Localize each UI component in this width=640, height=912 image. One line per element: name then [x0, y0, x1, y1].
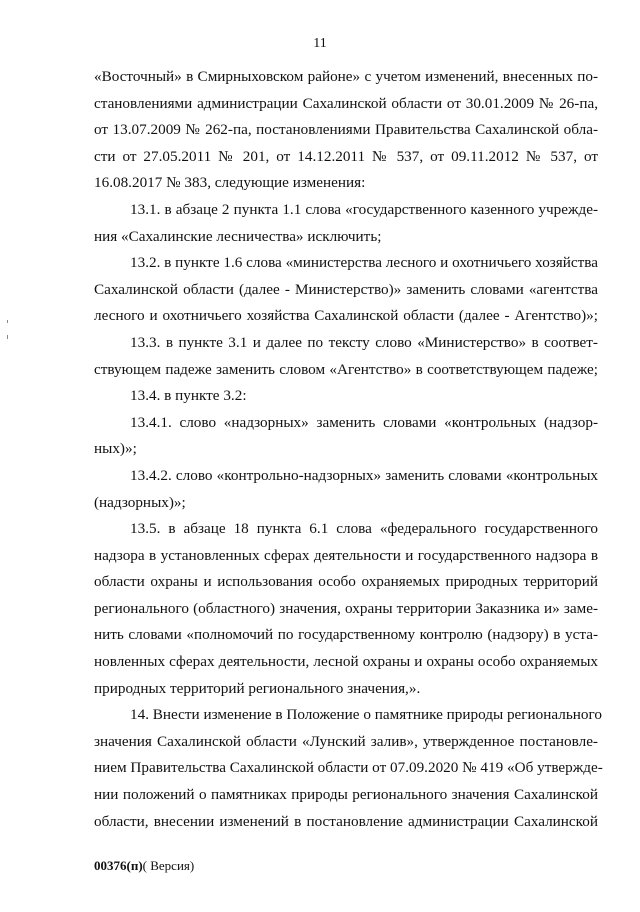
text-line: 13.3. в пункте 3.1 и далее по тексту слово «Министерство» в соответ-: [130, 333, 598, 351]
text-line: становлениями администрации Сахалинской области от 30.01.2009 № 26-па,: [94, 94, 598, 112]
text-line: 13.2. в пункте 1.6 слова «министерства лесного и охотничьего хозяйства: [130, 254, 598, 272]
footer-version-label: ( Версия): [142, 858, 195, 873]
text-line: «Восточный» в Смирныховском районе» с учетом изменений, внесенных по-: [94, 68, 598, 85]
text-line: регионального (областного) значения, охраны территории Заказника и» заме-: [94, 599, 598, 617]
scan-artifact: [7, 335, 8, 339]
text-line: от 13.07.2009 № 262-па, постановлениями Правительства Сахалинской обла-: [94, 121, 598, 139]
text-line: 13.5. в абзаце 18 пункта 6.1 слова «федерального государственного: [130, 520, 598, 538]
text-line: 13.4.1. слово «надзорных» заменить словами «контрольных (надзор-: [130, 413, 598, 431]
text-line: области охраны и использования особо охраняемых природных территорий: [94, 573, 598, 591]
text-line: 13.1. в абзаце 2 пункта 1.1 слова «государственного казенного учрежде-: [130, 200, 598, 218]
text-line: нить словами «полномочий по государственному контролю (надзору) в уста-: [94, 626, 598, 644]
text-line: новленных сферах деятельности, лесной охраны и охраны особо охраняемых: [94, 653, 598, 671]
text-line: (надзорных)»;: [94, 493, 186, 511]
text-line: лесного и охотничьего хозяйства Сахалинской области (далее - Агентство)»;: [94, 307, 598, 325]
text-line: надзора в установленных сферах деятельности и государственного надзора в: [94, 546, 598, 564]
text-line: ния «Сахалинские лесничества» исключить;: [94, 227, 382, 245]
document-footer-code: [94, 858, 194, 874]
document-body: [94, 64, 603, 835]
text-line: 14. Внести изменение в Положение о памятнике природы регионального: [130, 706, 602, 724]
text-line: 16.08.2017 № 383, следующие изменения:: [94, 174, 366, 192]
text-line: значения Сахалинской области «Лунский залив», утвержденное постановле-: [94, 732, 598, 750]
text-line: ных)»;: [94, 440, 137, 458]
text-line: сти от 27.05.2011 № 201, от 14.12.2011 № 537, от 09.11.2012 № 537, от: [94, 147, 598, 165]
text-line: Сахалинской области (далее - Министерство)» заменить словами «агентства: [94, 280, 598, 298]
text-line: 13.4. в пункте 3.2:: [130, 387, 247, 405]
scan-artifact: [7, 320, 8, 323]
footer-code-number: 00376(п): [94, 858, 143, 873]
page-number: 11: [313, 36, 327, 51]
text-line: нием Правительства Сахалинской области от 07.09.2020 № 419 «Об утвержде-: [94, 759, 603, 777]
text-line: природных территорий регионального значения,».: [94, 679, 421, 697]
text-line: нии положений о памятниках природы регионального значения Сахалинской: [94, 786, 598, 804]
text-line: 13.4.2. слово «контрольно-надзорных» заменить словами «контрольных: [130, 466, 598, 484]
text-line: области, внесении изменений в постановление администрации Сахалинской: [94, 812, 598, 830]
text-line: ствующем падеже заменить словом «Агентство» в соответствующем падеже;: [94, 360, 598, 378]
